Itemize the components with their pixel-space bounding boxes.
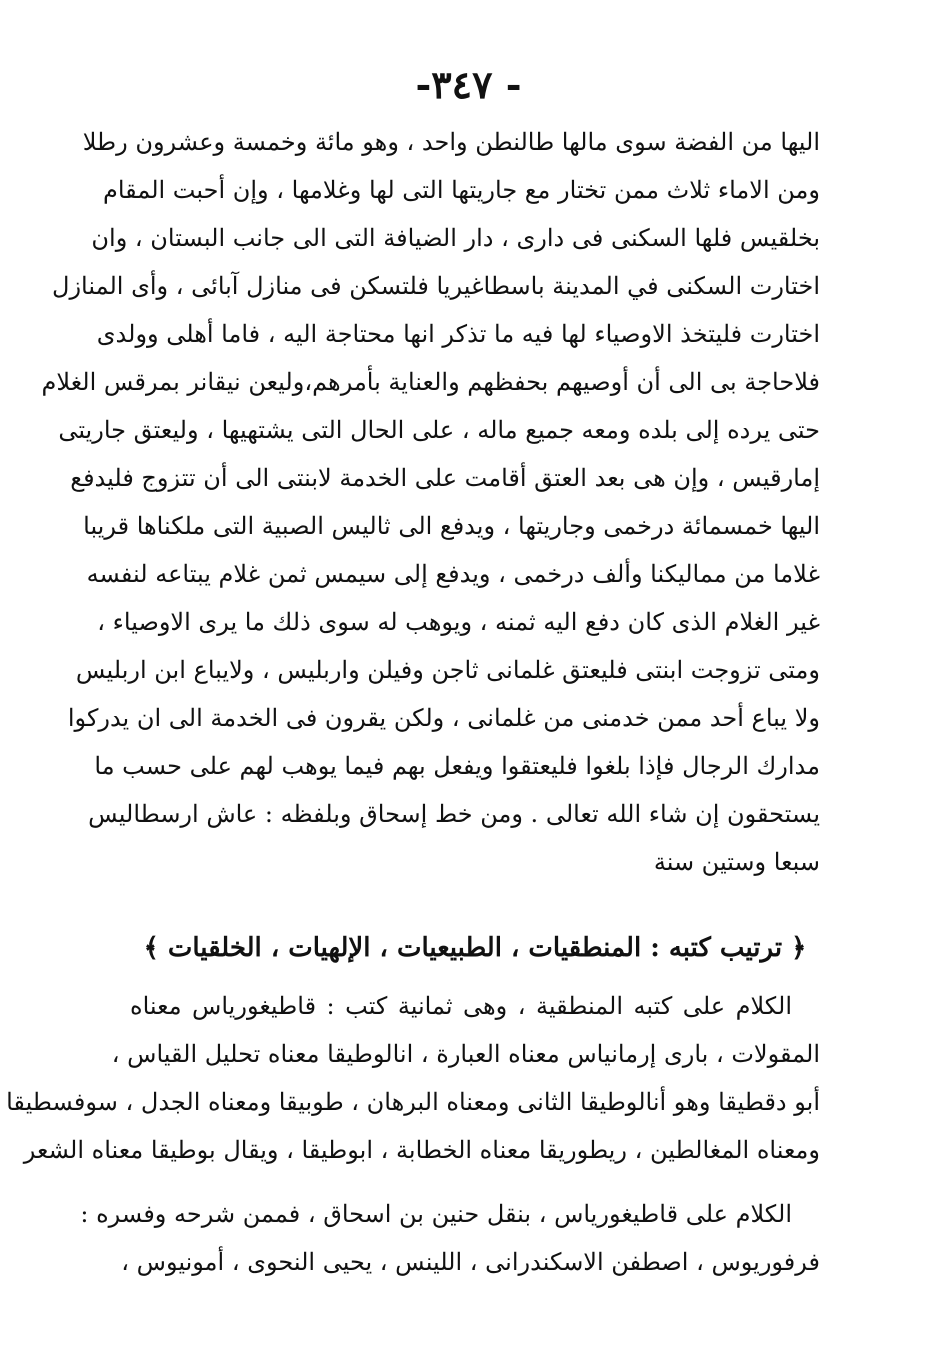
text-line: أبو دقطيقا وهو أنالوطيقا الثانى ومعناه البرهان ، طوبيقا ومعناه الجدل ، سوفسطيقا [6, 1088, 820, 1116]
paragraph-categories [80, 1190, 820, 1286]
text-line: ومن الاماء ثلاث ممن تختار مع جاريتها التى لها وغلامها ، وإن أحبت المقام [103, 176, 820, 204]
text-line: ومعناه المغالطين ، ريطوريقا معناه الخطابة ، ابوطيقا ، ويقال بوطيقا معناه الشعر [23, 1136, 820, 1164]
page-number: -٣٤٧ - [415, 62, 522, 107]
text-line: سبعا وستين سنة [653, 848, 820, 876]
text-line: ومتى تزوجت ابنتى فليعتق غلمانى ثاجن وفيلن واربليس ، ولايباع ابن اربليس [75, 656, 820, 684]
text-line: مدارك الرجال فإذا بلغوا فليعتقوا ويفعل بهم فيما يوهب لهم على حسب ما [94, 752, 820, 780]
text-line: فلاحاجة بى الى أن أوصيهم بحفظهم والعناية بأمرهم،وليعن نيقانر بمرقس الغلام [41, 368, 820, 396]
text-line: الكلام على كتبه المنطقية ، وهى ثمانية كتب : قاطيغورياس معناه [130, 992, 792, 1020]
text-line: غير الغلام الذى كان دفع اليه ثمنه ، ويوهب له سوى ذلك ما يرى الاوصياء ، [97, 608, 820, 636]
text-line: غلاما من مماليكنا وألف درخمى ، ويدفع إلى سيمس ثمن غلام يبتاعه لنفسه [86, 560, 820, 588]
section-heading: ﴿ ترتيب كتبه : المنطقيات ، الطبيعيات ، الإلهيات ، الخلقيات ﴾ [143, 933, 807, 963]
text-line: اليها خمسمائة درخمى وجاريتها ، ويدفع الى ثاليس الصبية التى ملكناها قريبا [83, 512, 820, 540]
text-line: فرفوريوس ، اصطفن الاسكندرانى ، اللينس ، يحيى النحوى ، أمونيوس ، [121, 1248, 820, 1276]
text-line: اختارت فليتخذ الاوصياء لها فيه ما تذكر انها محتاجة اليه ، فاما أهلى وولدى [96, 320, 820, 348]
text-line: ولا يباع أحد ممن خدمنى من غلمانى ، ولكن يقرون فى الخدمة الى ان يدركوا [67, 704, 820, 732]
text-line: حتى يرده إلى بلده ومعه جميع ماله ، على الحال التى يشتهيها ، وليعتق جاريتى [58, 416, 820, 444]
text-line: اختارت السكنى في المدينة باسطاغيريا فلتسكن فى منازل آبائى ، وأى المنازل [52, 272, 820, 300]
paragraph-will [41, 118, 820, 886]
text-line: اليها من الفضة سوى مالها طالنطن واحد ، وهو مائة وخمسة وعشرون رطلا [82, 128, 820, 156]
text-line: الكلام على قاطيغورياس ، بنقل حنين بن اسحاق ، فممن شرحه وفسره : [80, 1200, 792, 1228]
text-line: المقولات ، بارى إرمانياس معناه العبارة ، انالوطيقا معناه تحليل القياس ، [111, 1040, 820, 1068]
paragraph-logical-books [6, 982, 820, 1174]
text-line: يستحقون إن شاء الله تعالى . ومن خط إسحاق وبلفظه : عاش ارسطاليس [88, 800, 820, 828]
text-line: إمارقيس ، وإن هى بعد العتق أقامت على الخدمة لابنتى الى أن تتزوج فليدفع [70, 464, 820, 492]
text-line: بخلقيس فلها السكنى فى دارى ، دار الضيافة التى الى جانب البستان ، وان [91, 224, 820, 252]
